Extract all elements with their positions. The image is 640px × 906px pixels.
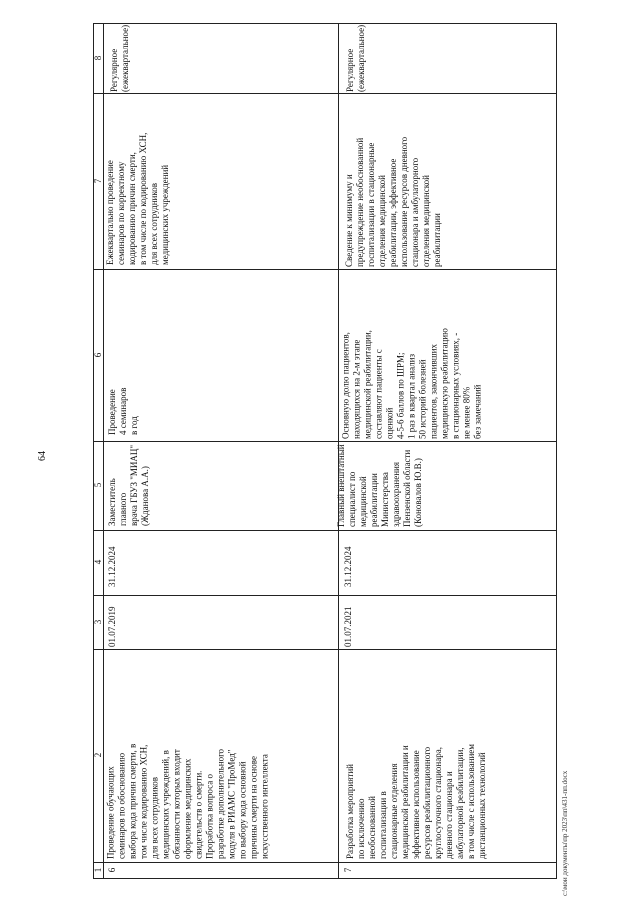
frequency: Регулярное (ежеквартальное) bbox=[109, 24, 130, 92]
page-number: 64 bbox=[37, 451, 48, 461]
column-divider bbox=[93, 595, 557, 596]
end-date: 31.12.2024 bbox=[107, 546, 117, 587]
frequency: Регулярное (ежеквартальное) bbox=[345, 24, 366, 92]
column-number: 5 bbox=[93, 482, 103, 488]
header-row-divider bbox=[103, 23, 104, 879]
start-date: 01.07.2019 bbox=[107, 606, 117, 647]
column-divider bbox=[93, 862, 557, 863]
measure-description: Проведение обучающих семинаров по обоснованию выбора кода причин смерти, в том числе кодированию ХСН, для всех сотрудников медицинских учреждений, в обязанности которых входит оформление медицинских свидетельств о смерти. Проработка вопроса о разработке дополнительного модуля в РИАМС "ПроМед" по выбору кода основной причины смерти на основе искусственного интеллекта bbox=[105, 743, 270, 859]
table-border-bottom bbox=[93, 878, 557, 879]
column-divider bbox=[93, 530, 557, 531]
rotated-table bbox=[93, 23, 557, 879]
row-number: 6 bbox=[107, 867, 117, 873]
column-number: 6 bbox=[93, 352, 103, 358]
target-indicator: Основную долю пациентов, находящихся на 2-м этапе медицинской реабилитации, составляют пациенты с оценкой 4-5-6 баллов по ШРМ; 1 раз в квартал анализ 50 историй болезней пациентов, закончивших медицинскую реабилитацию в стационарных условиях, - не менее 80% без замечаний bbox=[340, 328, 483, 439]
responsible-person: Заместитель главного врача ГБУЗ "МИАЦ" (Жданова А.А.) bbox=[107, 444, 150, 526]
column-divider bbox=[93, 649, 557, 650]
column-divider bbox=[93, 269, 557, 270]
expected-result: Ежеквартально проведение семинаров по корректному кодированию причин смерти, в том числе по кодированию ХСН, для всех сотрудников медицинских учреждений bbox=[105, 132, 170, 265]
row-number: 7 bbox=[343, 867, 353, 873]
footer-file-path: c:\мои документы\пр 2023\пп\431-пп.docx bbox=[561, 770, 569, 896]
expected-result: Сведение к минимуму и предупреждение необоснованной госпитализации в стационарные отделения медицинской реабилитации, эффективное использование ресурсов дневного стационара и амбулаторного отделения медицинской реабилитации bbox=[344, 136, 442, 267]
table-border-right bbox=[556, 23, 557, 879]
column-number: 4 bbox=[93, 559, 103, 565]
responsible-person: Главный внештатный специалист по медицинской реабилитации Министерства здравоохранения Пензенской области (Коновалов Ю.В.) bbox=[336, 444, 423, 527]
column-number: 7 bbox=[93, 178, 103, 184]
end-date: 31.12.2024 bbox=[343, 546, 353, 587]
column-divider bbox=[93, 93, 557, 94]
table-border-top bbox=[93, 23, 557, 24]
column-number: 8 bbox=[93, 55, 103, 61]
column-number: 1 bbox=[93, 867, 103, 873]
measure-description: Разработка мероприятий по исключению необоснованной госпитализации в стационарные отделения медицинской реабилитации и эффективное использование ресурсов реабилитационного круглосуточного стационара, дневного стационара и амбулаторной реабилитации, в том числе с использованием дистанционных технологий bbox=[345, 744, 487, 859]
column-divider bbox=[93, 441, 557, 442]
column-number: 3 bbox=[93, 619, 103, 625]
column-number: 2 bbox=[93, 752, 103, 758]
target-indicator: Проведение 4 семинаров в год bbox=[107, 387, 139, 435]
start-date: 01.07.2021 bbox=[343, 606, 353, 647]
